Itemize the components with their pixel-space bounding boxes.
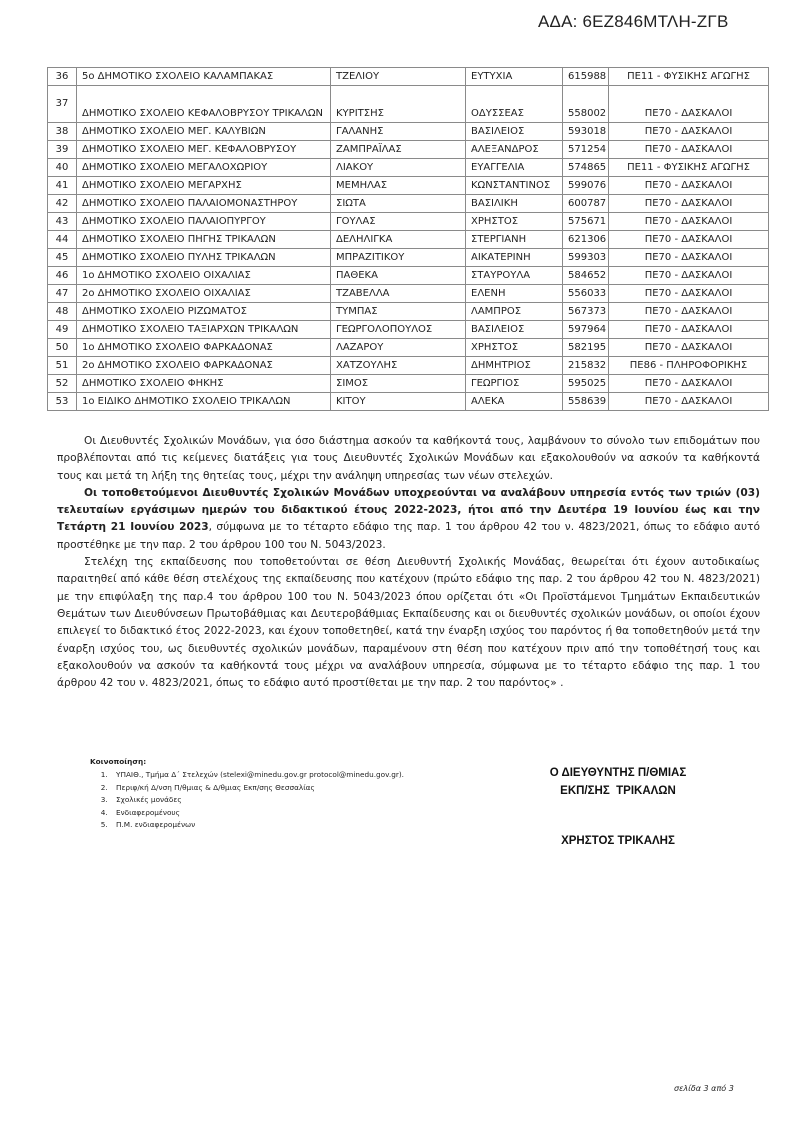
school-name-cell: ΔΗΜΟΤΙΚΟ ΣΧΟΛΕΙΟ ΠΗΓΗΣ ΤΡΙΚΑΛΩΝ	[77, 231, 331, 249]
specialty-cell: ΠΕ70 - ΔΑΣΚΑΛΟΙ	[609, 375, 769, 393]
distribution-title: Κοινοποίηση:	[90, 757, 147, 766]
specialty-cell: ΠΕ70 - ΔΑΣΚΑΛΟΙ	[609, 231, 769, 249]
specialty-cell: ΠΕ70 - ΔΑΣΚΑΛΟΙ	[609, 339, 769, 357]
surname-cell: ΜΠΡΑΖΙΤΙΚΟΥ	[331, 249, 466, 267]
registry-number-cell: 597964	[563, 321, 609, 339]
registry-number-cell: 582195	[563, 339, 609, 357]
row-number-cell: 46	[48, 267, 77, 285]
first-name-cell: ΒΑΣΙΛΕΙΟΣ	[466, 123, 563, 141]
registry-number-cell: 575671	[563, 213, 609, 231]
first-name-cell: ΑΛΕΞΑΝΔΡΟΣ	[466, 141, 563, 159]
specialty-cell: ΠΕ70 - ΔΑΣΚΑΛΟΙ	[609, 321, 769, 339]
specialty-cell: ΠΕ70 - ΔΑΣΚΑΛΟΙ	[609, 123, 769, 141]
table-row	[48, 285, 769, 303]
school-name-cell: ΔΗΜΟΤΙΚΟ ΣΧΟΛΕΙΟ ΠΑΛΑΙΟΜΟΝΑΣΤΗΡΟΥ	[77, 195, 331, 213]
signatory-title	[528, 764, 708, 800]
row-number-cell: 49	[48, 321, 77, 339]
school-name-cell: ΔΗΜΟΤΙΚΟ ΣΧΟΛΕΙΟ ΜΕΓ. ΚΕΦΑΛΟΒΡΥΣΟΥ	[77, 141, 331, 159]
paragraph-resignation: Στελέχη της εκπαίδευσης που τοποθετούνται σε θέση Διευθυντή Σχολικής Μονάδας, θεωρείται ότι έχουν αυτοδικαίως παραιτηθεί από κάθε θέση στελέχους της εκπαίδευσης που κατέχουν (πρώτο εδάφιο της παρ. 2 του άρθρου 42 του Ν. 4823/2021) με την επιφύλαξη της παρ.4 του άρθρου 100 του Ν. 5043/2023 όπου ορίζεται ότι «Οι Προϊστάμενοι Τμημάτων Εκπαιδευτικών Θεμάτων των Διευθύνσεων Πρωτοβάθμιας και Δευτεροβάθμιας Εκπαίδευσης και οι διευθυντές σχολικών μονάδων, οι οποίοι έχουν επιλεγεί το διδακτικό έτος 2022-2023, και έχουν τοποθετηθεί, κατά την έναρξη ισχύος του παρόντος ή θα τοποθετηθούν μετά την έναρξη ισχύος του, ως διευθυντές σχολικών μονάδων, παραμένουν στη θέση που κατέχουν πριν από την τοποθέτησή τους και εξακολουθούν να ασκούν τα καθήκοντά τους μέχρι να αναλάβουν υπηρεσία, σύμφωνα με το τέταρτο εδάφιο της παρ. 1 του άρθρου 42 του ν. 4823/2021, όπως το εδάφιο αυτό προστίθεται με την παρ. 2 του παρόντος» .	[57, 556, 760, 690]
table-row	[48, 321, 769, 339]
first-name-cell: ΣΤΑΥΡΟΥΛΑ	[466, 267, 563, 285]
paragraph-rest: , σύμφωνα με το τέταρτο εδάφιο της παρ. 1 του άρθρου 42 του ν. 4823/2021, όπως το εδάφιο αυτό προστέθηκε με την παρ. 2 του άρθρου 100 του Ν. 5043/2023.	[57, 521, 760, 551]
surname-cell: ΣΙΜΟΣ	[331, 375, 466, 393]
surname-cell: ΓΟΥΛΑΣ	[331, 213, 466, 231]
row-number-cell: 36	[48, 68, 77, 86]
registry-number-cell: 584652	[563, 267, 609, 285]
school-name-cell: ΔΗΜΟΤΙΚΟ ΣΧΟΛΕΙΟ ΜΕΓ. ΚΑΛΥΒΙΩΝ	[77, 123, 331, 141]
specialty-cell: ΠΕ70 - ΔΑΣΚΑΛΟΙ	[609, 393, 769, 411]
table-row	[48, 339, 769, 357]
specialty-cell: ΠΕ70 - ΔΑΣΚΑΛΟΙ	[609, 141, 769, 159]
school-name-cell: 2ο ΔΗΜΟΤΙΚΟ ΣΧΟΛΕΙΟ ΟΙΧΑΛΙΑΣ	[77, 285, 331, 303]
table-row	[48, 195, 769, 213]
registry-number-cell: 558002	[563, 86, 609, 123]
surname-cell: ΤΖΑΒΕΛΛΑ	[331, 285, 466, 303]
page-number: σελίδα 3 από 3	[674, 1084, 734, 1093]
registry-number-cell: 556033	[563, 285, 609, 303]
registry-number-cell: 599303	[563, 249, 609, 267]
row-number-cell: 40	[48, 159, 77, 177]
distribution-items	[90, 769, 404, 832]
row-number-cell: 39	[48, 141, 77, 159]
row-number-cell: 37	[48, 86, 77, 123]
school-name-cell: 1ο ΕΙΔΙΚΟ ΔΗΜΟΤΙΚΟ ΣΧΟΛΕΙΟ ΤΡΙΚΑΛΩΝ	[77, 393, 331, 411]
table-row	[48, 357, 769, 375]
specialty-cell: ΠΕ70 - ΔΑΣΚΑΛΟΙ	[609, 303, 769, 321]
school-name-cell: 5ο ΔΗΜΟΤΙΚΟ ΣΧΟΛΕΙΟ ΚΑΛΑΜΠΑΚΑΣ	[77, 68, 331, 86]
registry-number-cell: 600787	[563, 195, 609, 213]
row-number-cell: 38	[48, 123, 77, 141]
first-name-cell: ΑΛΕΚΑ	[466, 393, 563, 411]
surname-cell: ΤΥΜΠΑΣ	[331, 303, 466, 321]
signatory-title-line1: Ο ΔΙΕΥΘΥΝΤΗΣ Π/ΘΜΙΑΣ	[549, 767, 687, 779]
registry-number-cell: 215832	[563, 357, 609, 375]
table-row	[48, 86, 769, 123]
distribution-item: 4. Ενδιαφερομένους	[110, 807, 404, 820]
specialty-cell: ΠΕ70 - ΔΑΣΚΑΛΟΙ	[609, 195, 769, 213]
distribution-list	[90, 757, 404, 832]
surname-cell: ΤΖΕΛΙΟΥ	[331, 68, 466, 86]
first-name-cell: ΣΤΕΡΓΙΑΝΗ	[466, 231, 563, 249]
row-number-cell: 48	[48, 303, 77, 321]
table-row	[48, 303, 769, 321]
table-row	[48, 231, 769, 249]
specialty-cell: ΠΕ70 - ΔΑΣΚΑΛΟΙ	[609, 86, 769, 123]
school-name-cell: ΔΗΜΟΤΙΚΟ ΣΧΟΛΕΙΟ ΚΕΦΑΛΟΒΡΥΣΟΥ ΤΡΙΚΑΛΩΝ	[77, 86, 331, 123]
row-number-cell: 52	[48, 375, 77, 393]
surname-cell: ΣΙΩΤΑ	[331, 195, 466, 213]
row-number-cell: 45	[48, 249, 77, 267]
registry-number-cell: 595025	[563, 375, 609, 393]
row-number-cell: 43	[48, 213, 77, 231]
school-name-cell: ΔΗΜΟΤΙΚΟ ΣΧΟΛΕΙΟ ΦΗΚΗΣ	[77, 375, 331, 393]
registry-number-cell: 599076	[563, 177, 609, 195]
first-name-cell: ΧΡΗΣΤΟΣ	[466, 213, 563, 231]
first-name-cell: ΧΡΗΣΤΟΣ	[466, 339, 563, 357]
school-name-cell: ΔΗΜΟΤΙΚΟ ΣΧΟΛΕΙΟ ΠΥΛΗΣ ΤΡΙΚΑΛΩΝ	[77, 249, 331, 267]
table-row	[48, 213, 769, 231]
distribution-item: 1. ΥΠΑΙΘ., Τμήμα Δ΄ Στελεχών (stelexi@minedu.gov.gr protocol@minedu.gov.gr).	[110, 769, 404, 782]
table-row	[48, 267, 769, 285]
surname-cell: ΛΑΖΑΡΟΥ	[331, 339, 466, 357]
surname-cell: ΧΑΤΖΟΥΛΗΣ	[331, 357, 466, 375]
registry-number-cell: 558639	[563, 393, 609, 411]
first-name-cell: ΒΑΣΙΛΙΚΗ	[466, 195, 563, 213]
distribution-item: 3. Σχολικές μονάδες	[110, 794, 404, 807]
distribution-item: 2. Περιφ/κή Δ/νση Π/θμιας & Δ/θμιας Εκπ/σης Θεσσαλίας	[110, 782, 404, 795]
first-name-cell: ΚΩΝΣΤΑΝΤΙΝΟΣ	[466, 177, 563, 195]
first-name-cell: ΟΔΥΣΣΕΑΣ	[466, 86, 563, 123]
first-name-cell: ΕΥΤΥΧΙΑ	[466, 68, 563, 86]
school-name-cell: ΔΗΜΟΤΙΚΟ ΣΧΟΛΕΙΟ ΠΑΛΑΙΟΠΥΡΓΟΥ	[77, 213, 331, 231]
principals-table	[47, 67, 769, 411]
registry-number-cell: 567373	[563, 303, 609, 321]
distribution-item: 5. Π.Μ. ενδιαφερομένων	[110, 819, 404, 832]
school-name-cell: ΔΗΜΟΤΙΚΟ ΣΧΟΛΕΙΟ ΤΑΞΙΑΡΧΩΝ ΤΡΙΚΑΛΩΝ	[77, 321, 331, 339]
first-name-cell: ΑΙΚΑΤΕΡΙΝΗ	[466, 249, 563, 267]
table-row	[48, 123, 769, 141]
registry-number-cell: 571254	[563, 141, 609, 159]
school-name-cell: ΔΗΜΟΤΙΚΟ ΣΧΟΛΕΙΟ ΜΕΓΑΛΟΧΩΡΙΟΥ	[77, 159, 331, 177]
table-row	[48, 375, 769, 393]
table-row	[48, 68, 769, 86]
surname-cell: ΖΑΜΠΡΑΪΛΑΣ	[331, 141, 466, 159]
table-body	[48, 68, 769, 411]
surname-cell: ΔΕΛΗΛΙΓΚΑ	[331, 231, 466, 249]
first-name-cell: ΕΥΑΓΓΕΛΙΑ	[466, 159, 563, 177]
school-name-cell: 1ο ΔΗΜΟΤΙΚΟ ΣΧΟΛΕΙΟ ΦΑΡΚΑΔΟΝΑΣ	[77, 339, 331, 357]
row-number-cell: 42	[48, 195, 77, 213]
table-row	[48, 393, 769, 411]
row-number-cell: 50	[48, 339, 77, 357]
specialty-cell: ΠΕ11 - ΦΥΣΙΚΗΣ ΑΓΩΓΗΣ	[609, 159, 769, 177]
specialty-cell: ΠΕ70 - ΔΑΣΚΑΛΟΙ	[609, 249, 769, 267]
first-name-cell: ΔΗΜΗΤΡΙΟΣ	[466, 357, 563, 375]
school-name-cell: 2ο ΔΗΜΟΤΙΚΟ ΣΧΟΛΕΙΟ ΦΑΡΚΑΔΟΝΑΣ	[77, 357, 331, 375]
paragraph-allowances: Οι Διευθυντές Σχολικών Μονάδων, για όσο διάστημα ασκούν τα καθήκοντά τους, λαμβάνουν το σύνολο των επιδομάτων που προβλέπονται από τις κείμενες διατάξεις για τους Διευθυντές Σχολικών Μονάδων και εξακολουθούν να ασκούν τα καθήκοντά τους και μετά τη λήξη της θητείας τους, μέχρι την ανάληψη υπηρεσίας των νέων στελεχών.	[57, 435, 760, 482]
specialty-cell: ΠΕ70 - ΔΑΣΚΑΛΟΙ	[609, 177, 769, 195]
row-number-cell: 53	[48, 393, 77, 411]
specialty-cell: ΠΕ70 - ΔΑΣΚΑΛΟΙ	[609, 213, 769, 231]
signatory-title-line2: ΕΚΠ/ΣΗΣ ΤΡΙΚΑΛΩΝ	[560, 785, 676, 797]
surname-cell: ΠΑΘΕΚΑ	[331, 267, 466, 285]
surname-cell: ΓΑΛΑΝΗΣ	[331, 123, 466, 141]
body-text	[57, 433, 760, 692]
first-name-cell: ΒΑΣΙΛΕΙΟΣ	[466, 321, 563, 339]
surname-cell: ΜΕΜΗΛΑΣ	[331, 177, 466, 195]
specialty-cell: ΠΕ11 - ΦΥΣΙΚΗΣ ΑΓΩΓΗΣ	[609, 68, 769, 86]
surname-cell: ΚΥΡΙΤΣΗΣ	[331, 86, 466, 123]
table-row	[48, 249, 769, 267]
table-row	[48, 141, 769, 159]
table-row	[48, 177, 769, 195]
row-number-cell: 44	[48, 231, 77, 249]
paragraph-assumption-of-duty	[57, 485, 760, 554]
row-number-cell: 51	[48, 357, 77, 375]
first-name-cell: ΛΑΜΠΡΟΣ	[466, 303, 563, 321]
specialty-cell: ΠΕ86 - ΠΛΗΡΟΦΟΡΙΚΗΣ	[609, 357, 769, 375]
specialty-cell: ΠΕ70 - ΔΑΣΚΑΛΟΙ	[609, 267, 769, 285]
registry-number-cell: 615988	[563, 68, 609, 86]
signatory-name: ΧΡΗΣΤΟΣ ΤΡΙΚΑΛΗΣ	[561, 835, 675, 847]
school-name-cell: 1ο ΔΗΜΟΤΙΚΟ ΣΧΟΛΕΙΟ ΟΙΧΑΛΙΑΣ	[77, 267, 331, 285]
row-number-cell: 41	[48, 177, 77, 195]
registry-number-cell: 593018	[563, 123, 609, 141]
ada-code: ΑΔΑ: 6ΕΖ846ΜΤΛΗ-ΖΓΒ	[538, 12, 729, 31]
surname-cell: ΚΙΤΟΥ	[331, 393, 466, 411]
school-name-cell: ΔΗΜΟΤΙΚΟ ΣΧΟΛΕΙΟ ΡΙΖΩΜΑΤΟΣ	[77, 303, 331, 321]
paragraph-bold-part: Οι τοποθετούμενοι Διευθυντές Σχολικών Μονάδων υποχρεούνται να αναλάβουν υπηρεσία εντός των τριών (03) τελευταίων εργάσιμων ημερών του διδακτικού έτους 2022-2023, ήτοι από την Δευτέρα 19 Ιουνίου έως και την Τετάρτη 21 Ιουνίου 2023	[57, 486, 760, 534]
first-name-cell: ΕΛΕΝΗ	[466, 285, 563, 303]
table-row	[48, 159, 769, 177]
specialty-cell: ΠΕ70 - ΔΑΣΚΑΛΟΙ	[609, 285, 769, 303]
surname-cell: ΓΕΩΡΓΟΛΟΠΟΥΛΟΣ	[331, 321, 466, 339]
registry-number-cell: 621306	[563, 231, 609, 249]
school-name-cell: ΔΗΜΟΤΙΚΟ ΣΧΟΛΕΙΟ ΜΕΓΑΡΧΗΣ	[77, 177, 331, 195]
row-number-cell: 47	[48, 285, 77, 303]
surname-cell: ΛΙΑΚΟΥ	[331, 159, 466, 177]
first-name-cell: ΓΕΩΡΓΙΟΣ	[466, 375, 563, 393]
registry-number-cell: 574865	[563, 159, 609, 177]
